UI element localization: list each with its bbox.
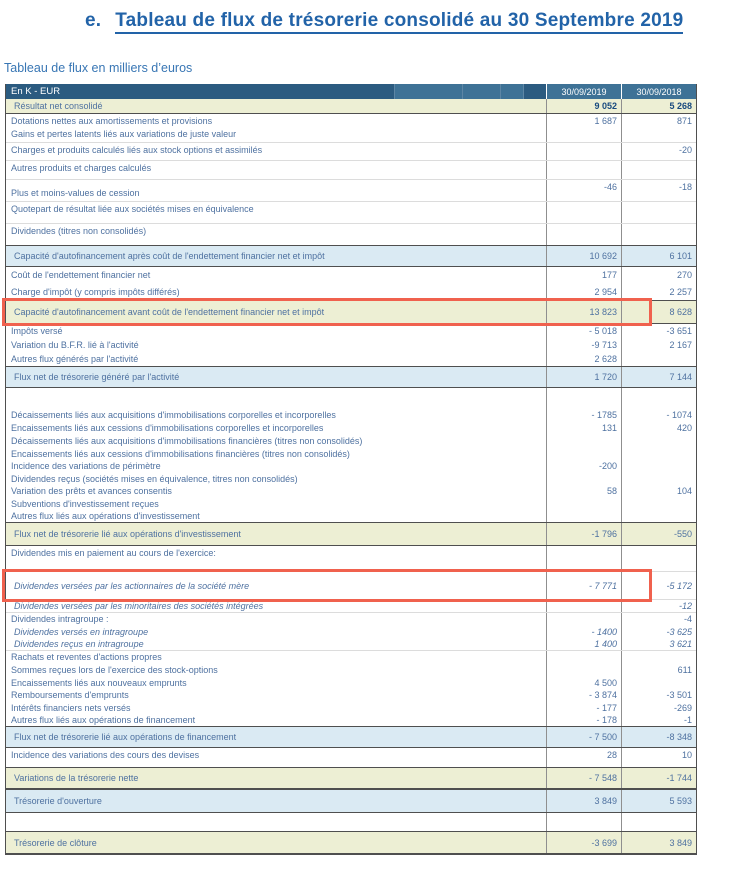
value-2018 bbox=[621, 447, 696, 460]
table-row bbox=[6, 180, 696, 202]
table-row bbox=[6, 114, 696, 127]
row-label: Autres flux liés aux opérations de financement bbox=[11, 715, 196, 725]
value-2019: -9 713 bbox=[546, 338, 621, 352]
value-2018: -269 bbox=[621, 701, 696, 714]
row-label: Plus et moins-values de cession bbox=[11, 188, 140, 198]
row-label: Autres flux liés aux opérations d'investissement bbox=[11, 511, 200, 521]
value-2019: - 7 548 bbox=[546, 768, 621, 788]
total-row bbox=[6, 726, 696, 748]
value-2019: - 3 874 bbox=[546, 689, 621, 701]
total-row bbox=[6, 789, 696, 813]
table-row bbox=[6, 600, 696, 613]
table-row bbox=[6, 324, 696, 338]
row-label: Subventions d'investissement reçues bbox=[11, 498, 159, 509]
total-row bbox=[6, 767, 696, 789]
table-row bbox=[6, 202, 696, 224]
value-2019: 3 849 bbox=[546, 790, 621, 812]
table-row bbox=[6, 714, 696, 726]
value-2019: - 1785 bbox=[546, 408, 621, 421]
value-2019: 28 bbox=[546, 748, 621, 767]
value-2018: -20 bbox=[621, 143, 696, 160]
value-2018: 6 101 bbox=[621, 246, 696, 266]
value-2018 bbox=[621, 497, 696, 510]
value-2018: 871 bbox=[621, 114, 696, 127]
value-2019 bbox=[546, 497, 621, 510]
value-2019: 58 bbox=[546, 485, 621, 497]
page-title bbox=[85, 10, 683, 32]
value-2019: 13 823 bbox=[546, 301, 621, 323]
value-2018: 8 628 bbox=[621, 301, 696, 323]
value-2018: -3 501 bbox=[621, 689, 696, 701]
row-label: Autres produits et charges calculés bbox=[11, 163, 152, 173]
row-label: Gains et pertes latents liés aux variations de juste valeur bbox=[11, 129, 237, 139]
table-row bbox=[6, 510, 696, 522]
row-label bbox=[6, 813, 546, 831]
value-2019: 2 954 bbox=[546, 283, 621, 300]
value-2019 bbox=[546, 127, 621, 142]
unit-label: En K - EUR bbox=[11, 86, 61, 97]
value-2018 bbox=[621, 546, 696, 571]
value-2019: 1 687 bbox=[546, 114, 621, 127]
value-2018 bbox=[621, 434, 696, 447]
value-2019 bbox=[546, 546, 621, 571]
value-2019: 1 720 bbox=[546, 367, 621, 387]
table-row bbox=[6, 613, 696, 625]
value-2019: -1 796 bbox=[546, 523, 621, 545]
value-2018: -12 bbox=[621, 600, 696, 612]
table-row bbox=[6, 421, 696, 434]
value-2019 bbox=[546, 447, 621, 460]
header-band-cell bbox=[523, 84, 546, 99]
row-label: Quotepart de résultat liée aux sociétés mises en équivalence bbox=[11, 204, 254, 214]
table-row bbox=[6, 338, 696, 352]
value-2019: - 7 500 bbox=[546, 727, 621, 747]
table-row bbox=[6, 651, 696, 663]
row-label: Décaissements liés aux acquisitions d'immobilisations corporelles et incorporelles bbox=[11, 409, 336, 420]
total-row bbox=[6, 245, 696, 267]
value-2018: -1 744 bbox=[621, 768, 696, 788]
value-2018 bbox=[621, 352, 696, 366]
value-2018: -8 348 bbox=[621, 727, 696, 747]
value-2018 bbox=[621, 651, 696, 663]
total-row bbox=[6, 366, 696, 388]
row-label: Dividendes mis en paiement au cours de l'exercice: bbox=[11, 548, 216, 558]
table-caption: Tableau de flux en milliers d’euros bbox=[4, 61, 193, 75]
value-2019: - 177 bbox=[546, 701, 621, 714]
header-band-cell bbox=[394, 84, 462, 99]
row-label: Incidence des variations de périmètre bbox=[11, 461, 161, 471]
table-header-row bbox=[6, 84, 696, 99]
value-2018 bbox=[621, 224, 696, 245]
row-label: Encaissements liés aux cessions d'immobilisations financières (titres non consolidés) bbox=[11, 448, 350, 459]
value-2018 bbox=[621, 813, 696, 831]
row-label: Flux net de trésorerie lié aux opérations de financement bbox=[14, 732, 237, 742]
value-2018: -3 651 bbox=[621, 324, 696, 338]
value-2019 bbox=[546, 388, 621, 408]
value-2019: -200 bbox=[546, 460, 621, 472]
row-label: Dividendes reçus en intragroupe bbox=[14, 639, 144, 649]
row-label: Capacité d'autofinancement avant coût de l'endettement financier net et impôt bbox=[14, 307, 325, 317]
value-2019 bbox=[546, 600, 621, 612]
spacer-row bbox=[6, 813, 696, 831]
table-row bbox=[6, 460, 696, 472]
row-label: Rachats et reventes d'actions propres bbox=[11, 652, 162, 662]
value-2018 bbox=[621, 676, 696, 689]
row-label: Impôts versé bbox=[11, 326, 63, 336]
value-2018: -3 625 bbox=[621, 625, 696, 638]
value-2018: 611 bbox=[621, 663, 696, 676]
table-row bbox=[6, 748, 696, 767]
row-label: Sommes reçues lors de l'exercice des stock-options bbox=[11, 664, 218, 675]
column-header-2018: 30/09/2018 bbox=[621, 84, 696, 99]
value-2019: 2 628 bbox=[546, 352, 621, 366]
table-row bbox=[6, 625, 696, 638]
table-row bbox=[6, 485, 696, 497]
value-2019 bbox=[546, 161, 621, 179]
value-2018 bbox=[621, 202, 696, 223]
table-row bbox=[6, 572, 696, 600]
table-row bbox=[6, 127, 696, 143]
value-2018: 104 bbox=[621, 485, 696, 497]
table-row bbox=[6, 497, 696, 510]
row-label: Dotations nettes aux amortissements et provisions bbox=[11, 115, 213, 126]
header-band bbox=[6, 84, 546, 99]
table-row bbox=[6, 447, 696, 460]
value-2019 bbox=[546, 202, 621, 223]
row-label: Encaissements liés aux nouveaux emprunts bbox=[11, 677, 187, 688]
value-2018: -18 bbox=[621, 180, 696, 201]
row-label: Résultat net consolidé bbox=[14, 101, 103, 111]
header-unit-cell bbox=[6, 84, 394, 99]
value-2019 bbox=[546, 663, 621, 676]
row-label: Trésorerie de clôture bbox=[14, 837, 97, 848]
table-row bbox=[6, 143, 696, 161]
header-band-cell bbox=[462, 84, 500, 99]
table-row bbox=[6, 663, 696, 676]
column-header-2019: 30/09/2019 bbox=[546, 84, 621, 99]
row-label: Dividendes versées par les actionnaires de la société mère bbox=[14, 580, 250, 591]
row-label: Trésorerie d'ouverture bbox=[14, 796, 102, 806]
value-2019 bbox=[546, 813, 621, 831]
header-band-cell bbox=[500, 84, 523, 99]
value-2018: 3 849 bbox=[621, 832, 696, 853]
row-label bbox=[6, 388, 546, 408]
value-2019: 131 bbox=[546, 421, 621, 434]
row-label: Flux net de trésorerie lié aux opérations d'investissement bbox=[14, 529, 241, 539]
value-2018: 10 bbox=[621, 748, 696, 767]
value-2018 bbox=[621, 510, 696, 522]
table-row bbox=[6, 701, 696, 714]
value-2018: 270 bbox=[621, 267, 696, 283]
value-2018 bbox=[621, 161, 696, 179]
value-2018: 420 bbox=[621, 421, 696, 434]
table-row bbox=[6, 161, 696, 180]
value-2019 bbox=[546, 510, 621, 522]
row-label: Variation des prêts et avances consentis bbox=[11, 486, 172, 496]
table-row bbox=[6, 352, 696, 366]
value-2018: -4 bbox=[621, 613, 696, 625]
value-2019 bbox=[546, 472, 621, 485]
value-2018: 5 268 bbox=[621, 99, 696, 113]
value-2019: -46 bbox=[546, 180, 621, 201]
row-label: Dividendes versés en intragroupe bbox=[14, 626, 149, 637]
row-label: Autres flux générés par l'activité bbox=[11, 354, 139, 364]
value-2018: -550 bbox=[621, 523, 696, 545]
value-2019: - 1400 bbox=[546, 625, 621, 638]
table-row bbox=[6, 689, 696, 701]
title-prefix: e. bbox=[85, 10, 102, 31]
value-2018: 5 593 bbox=[621, 790, 696, 812]
value-2018 bbox=[621, 460, 696, 472]
row-label: Variation du B.F.R. lié à l'activité bbox=[11, 340, 139, 350]
value-2019: 1 400 bbox=[546, 638, 621, 650]
value-2018: -5 172 bbox=[621, 572, 696, 599]
value-2018 bbox=[621, 388, 696, 408]
spacer-row bbox=[6, 388, 696, 408]
row-label: Dividendes (titres non consolidés) bbox=[11, 226, 147, 236]
row-label: Variations de la trésorerie nette bbox=[14, 773, 139, 783]
title-text: Tableau de flux de trésorerie consolidé au 30 Septembre 2019 bbox=[115, 10, 683, 34]
row-label: Charges et produits calculés liés aux stock options et assimilés bbox=[11, 145, 263, 155]
table-row bbox=[6, 267, 696, 283]
table-row bbox=[6, 224, 696, 245]
value-2019: 10 692 bbox=[546, 246, 621, 266]
row-label: Coût de l'endettement financier net bbox=[11, 270, 151, 280]
table-row bbox=[6, 638, 696, 651]
value-2018: - 1074 bbox=[621, 408, 696, 421]
value-2019 bbox=[546, 613, 621, 625]
value-2019 bbox=[546, 143, 621, 160]
row-label: Décaissements liés aux acquisitions d'immobilisations financières (titres non consolidés) bbox=[11, 435, 363, 446]
row-label: Dividendes intragroupe : bbox=[11, 614, 109, 624]
total-row bbox=[6, 831, 696, 854]
row-label: Dividendes reçus (sociétés mises en équivalence, titres non consolidés) bbox=[11, 473, 298, 484]
row-label: Flux net de trésorerie généré par l'activité bbox=[14, 372, 180, 382]
table-row bbox=[6, 472, 696, 485]
value-2019: - 5 018 bbox=[546, 324, 621, 338]
total-row bbox=[6, 522, 696, 546]
row-label: Capacité d'autofinancement après coût de l'endettement financier net et impôt bbox=[14, 251, 325, 261]
value-2018: -1 bbox=[621, 714, 696, 726]
value-2019: - 178 bbox=[546, 714, 621, 726]
value-2018 bbox=[621, 472, 696, 485]
value-2018: 2 167 bbox=[621, 338, 696, 352]
row-label: Encaissements liés aux cessions d'immobilisations corporelles et incorporelles bbox=[11, 422, 324, 433]
cash-flow-table bbox=[5, 84, 697, 855]
value-2019 bbox=[546, 651, 621, 663]
total-row bbox=[6, 300, 696, 324]
table-row bbox=[6, 283, 696, 300]
value-2018: 3 621 bbox=[621, 638, 696, 650]
table-row bbox=[6, 99, 696, 114]
row-label: Incidence des variations des cours des devises bbox=[11, 750, 200, 760]
value-2018: 2 257 bbox=[621, 283, 696, 300]
row-label: Remboursements d'emprunts bbox=[11, 690, 129, 700]
value-2019: -3 699 bbox=[546, 832, 621, 853]
row-label: Charge d'impôt (y compris impôts différés) bbox=[11, 286, 180, 297]
value-2018 bbox=[621, 127, 696, 142]
value-2019: 177 bbox=[546, 267, 621, 283]
value-2019: 4 500 bbox=[546, 676, 621, 689]
table-row bbox=[6, 546, 696, 572]
table-row bbox=[6, 676, 696, 689]
row-label: Intérêts financiers nets versés bbox=[11, 702, 131, 713]
table-row bbox=[6, 434, 696, 447]
row-label: Dividendes versées par les minoritaires des sociétés intégrées bbox=[14, 601, 264, 611]
value-2019: 9 052 bbox=[546, 99, 621, 113]
value-2019 bbox=[546, 434, 621, 447]
value-2019 bbox=[546, 224, 621, 245]
value-2019: - 7 771 bbox=[546, 572, 621, 599]
table-row bbox=[6, 408, 696, 421]
value-2018: 7 144 bbox=[621, 367, 696, 387]
